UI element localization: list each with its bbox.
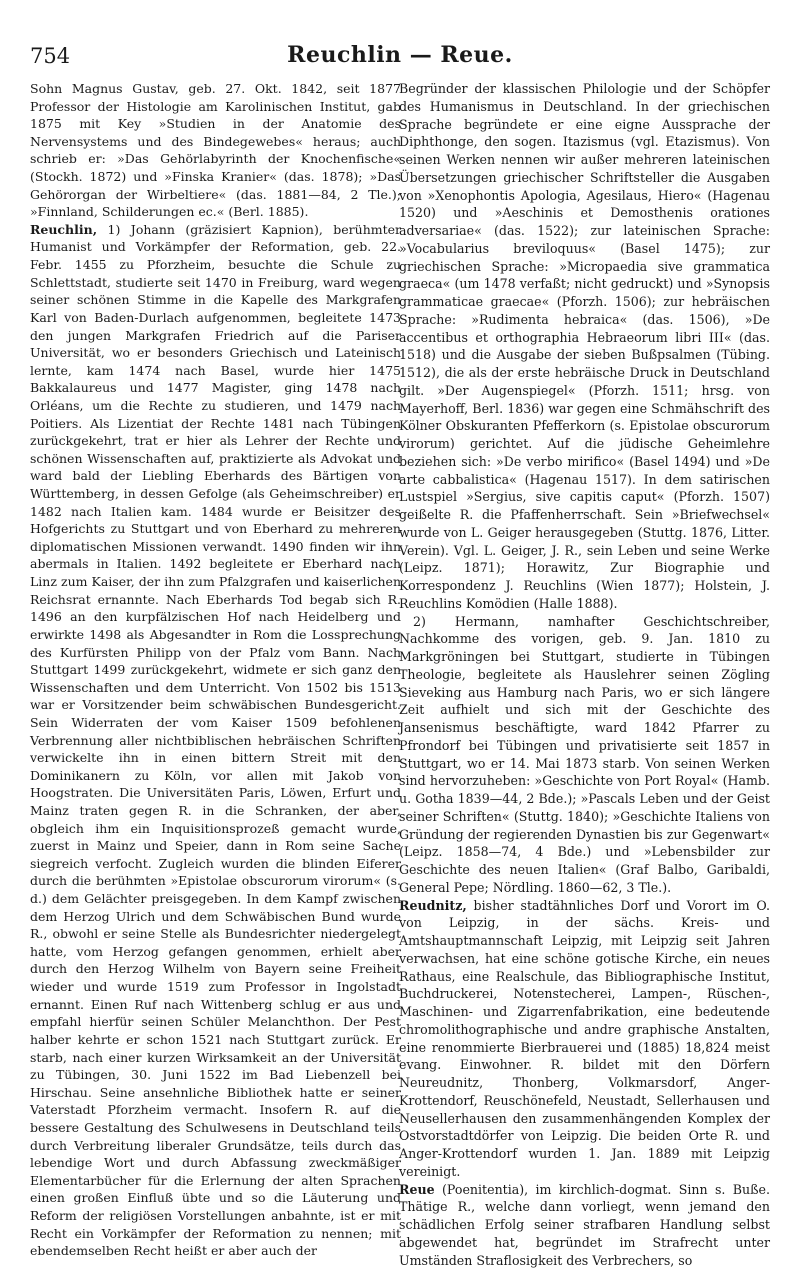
entry-paragraph bbox=[399, 897, 770, 1181]
entry-paragraph bbox=[30, 221, 401, 1260]
entry-text: bisher stadtähnliches Dorf und Vorort im O. von Leipzig, in der sächs. Kreis- und Amtshauptmannschaft Leipzig, mit Leipzig seit Jahren verwachsen, hat eine schöne gotische Kirche, ein neues Rathaus, eine Realschule, das Bibliographische Institut, Buchdruckerei, Notenstecherei, Lampen-, Rüschen-, Maschinen- und Zigarrenfabrikation, eine bedeutende chromolithographische und andre graphische Anstalten, eine renommierte Bierbrauerei und (1885) 18,824 meist evang. Einwohner. R. bildet mit den Dörfern Neureudnitz, Thonberg, Volkmarsdorf, Anger-Krottendorf, Reuschönefeld, Neustadt, Sellerhausen und Neusellerhausen den zusammenhängenden Komplex der Ostvorstadtdörfer von Leipzig. Die beiden Orte R. und Anger-Krottendorf wurden 1. Jan. 1889 mit Leipzig vereinigt. bbox=[399, 897, 770, 1179]
entry-paragraph bbox=[399, 80, 770, 613]
page-header bbox=[30, 42, 770, 76]
entry-headword: Reuchlin, bbox=[30, 221, 98, 237]
right-column bbox=[399, 80, 770, 1269]
page-number: 754 bbox=[30, 44, 71, 68]
running-head: Reuchlin — Reue. bbox=[287, 42, 513, 68]
entry-text: Begründer der klassischen Philologie und der Schöpfer des Humanismus in Deutschland. In der griechischen Sprache begründete er eine eigne Aussprache der Diphthonge, den sogen. Itazismus (vgl. Etazismus). Von seinen Werken nennen wir außer mehreren lateinischen Übersetzungen griechischer Schriftsteller die Ausgaben von »Xenophontis Apologia, Agesilaus, Hiero« (Hagenau 1520) und »Aeschinis et Demosthenis orationes adversariae« (das. 1522); zur lateinischen Sprache: »Vocabularius breviloquus« (Basel 1475); zur griechischen Sprache: »Micropaedia sive grammatica graeca« (um 1478 verfaßt; nicht gedruckt) und »Synopsis grammaticae graecae« (Pforzh. 1506); zur hebräischen Sprache: »Rudimenta hebraica« (das. 1506), »De accentibus et orthographia Hebraeorum libri III« (das. 1518) und die Ausgabe der sieben Bußpsalmen (Tübing. 1512), die als der erste hebräische Druck in Deutschland gilt. »Der Augenspiegel« (Pforzh. 1511; hrsg. von Mayerhoff, Berl. 1836) war gegen eine Schmähschrift des Kölner Obskuranten Pfefferkorn (s. Epistolae obscurorum virorum) gerichtet. Auf die jüdische Geheimlehre beziehen sich: »De verbo mirifico« (Basel 1494) und »De arte cabbalistica« (Hagenau 1517). In dem satirischen Lustspiel »Sergius, sive capitis caput« (Pforzh. 1507) geißelte R. die Pfaffenherrschaft. Sein »Briefwechsel« wurde von L. Geiger herausgegeben (Stuttg. 1876, Litter. Verein). Vgl. L. Geiger, J. R., sein Leben und seine Werke (Leipz. 1871); Horawitz, Zur Biographie und Korrespondenz J. Reuchlins (Wien 1877); Holstein, J. Reuchlins Komödien (Halle 1888). bbox=[399, 81, 770, 611]
entry-text: 2) Hermann, namhafter Geschichtschreiber, Nachkomme des vorigen, geb. 9. Jan. 1810 zu Markgröningen bei Stuttgart, studierte in Tübingen Theologie, begleitete als Hauslehrer seinen Zögling Sieveking aus Hamburg nach Paris, wo er sich längere Zeit aufhielt und sich mit der Geschichte des Jansenismus beschäftigte, ward 1842 Pfarrer zu Pfrondorf bei Tübingen und privatisierte seit 1857 in Stuttgart, wo er 14. Mai 1873 starb. Von seinen Werken sind hervorzuheben: »Geschichte von Port Royal« (Hamb. u. Gotha 1839—44, 2 Bde.); »Pascals Leben und der Geist seiner Schriften« (Stuttg. 1840); »Geschichte Italiens von Gründung der regierenden Dynastien bis zur Gegenwart« (Leipz. 1858—74, 4 Bde.) und »Lebensbilder zur Geschichte des neuen Italien« (Graf Balbo, Garibaldi, General Pepe; Nördling. 1860—62, 3 Tle.). bbox=[399, 613, 770, 895]
entry-headword: Reue bbox=[399, 1181, 435, 1197]
entry-headword: Reudnitz, bbox=[399, 897, 467, 913]
entry-paragraph bbox=[399, 613, 770, 897]
entry-text: Sohn Magnus Gustav, geb. 27. Okt. 1842, seit 1877 Professor der Histologie am Karolinischen Institut, gab 1875 mit Key »Studien in der Anatomie des Nervensystems und des Bindegewebes« heraus; auch schrieb er: »Das Gehörlabyrinth der Knochenfische« (Stockh. 1872) und »Finska Kranier« (das. 1878); »Das Gehörorgan der Wirbeltiere« (das. 1881—84, 2 Tle.); »Finnland, Schilderungen ec.« (Berl. 1885). bbox=[30, 81, 401, 220]
entry-text: 1) Johann (gräzisiert Kapnion), berühmter Humanist und Vorkämpfer der Reformation, geb. 22. Febr. 1455 zu Pforzheim, besuchte die Schule zu Schlettstadt, studierte seit 1470 in Freiburg, ward wegen seiner schönen Stimme in die Kapelle des Markgrafen Karl von Baden-Durlach aufgenommen, begleitete 1473 den jungen Markgrafen Friedrich auf die Pariser Universität, wo er besonders Griechisch und Lateinisch lernte, kam 1474 nach Basel, wurde hier 1475 Bakkalaureus und 1477 Magister, ging 1478 nach Orléans, um die Rechte zu studieren, und 1479 nach Poitiers. Als Lizentiat der Rechte 1481 nach Tübingen zurückgekehrt, trat er hier als Lehrer der Rechte und schönen Wissenschaften auf, praktizierte als Advokat und ward bald der Liebling Eberhards des Bärtigen von Württemberg, in dessen Gefolge (als Geheimschreiber) er 1482 nach Italien kam. 1484 wurde er Beisitzer des Hofgerichts zu Stuttgart und von Eberhard zu mehreren diplomatischen Missionen verwandt. 1490 finden wir ihn abermals in Italien. 1492 begleitete er Eberhard nach Linz zum Kaiser, der ihn zum Pfalzgrafen und kaiserlichen Reichsrat ernannte. Nach Eberhards Tod begab sich R. 1496 an den kurpfälzischen Hof nach Heidelberg und erwirkte 1498 als Abgesandter in Rom die Lossprechung des Kurfürsten Philipp von der Pfalz vom Bann. Nach Stuttgart 1499 zurückgekehrt, widmete er sich ganz den Wissenschaften und dem Unterricht. Von 1502 bis 1513 war er Vorsitzender beim schwäbischen Bundesgericht. Sein Widerraten der vom Kaiser 1509 befohlenen Verbrennung aller nichtbiblischen hebräischen Schriften verwickelte ihn in einen bittern Streit mit den Dominikanern zu Köln, vor allen mit Jakob von Hoogstraten. Die Universitäten Paris, Löwen, Erfurt und Mainz traten gegen R. in die Schranken, der aber, obgleich ihm ein Inquisitionsprozeß gemacht wurde, zuerst in Mainz und Speier, dann in Rom seine Sache siegreich verfocht. Zugleich wurden die blinden Eiferer durch die berühmten »Epistolae obscurorum virorum« (s. d.) dem Gelächter preisgegeben. In dem Kampf zwischen dem Herzog Ulrich und dem Schwäbischen Bund wurde R., obwohl er seine Stelle als Bundesrichter niedergelegt hatte, vom Herzog gefangen genommen, erhielt aber durch den Herzog Wilhelm von Bayern seine Freiheit wieder und wurde 1519 zum Professor in Ingolstadt ernannt. Einen Ruf nach Wittenberg schlug er aus und empfahl hierfür seinen Schüler Melanchthon. Der Pest halber kehrte er schon 1521 nach Stuttgart zurück. Er starb, nach einer kurzen Wirksamkeit an der Universität zu Tübingen, 30. Juni 1522 im Bad Liebenzell bei Hirschau. Seine ansehnliche Bibliothek hatte er seiner Vaterstadt Pforzheim vermacht. Insofern R. auf die bessere Gestaltung des Schulwesens in Deutschland teils durch Verbreitung liberaler Grundsätze, teils durch das lebendige Wort und durch Abfassung zweckmäßiger Elementarbücher für die Erlernung der alten Sprachen einen großen Einfluß übte und so die Läuterung und Reform der religiösen Vorstellungen anbahnte, ist er mit Recht ein Vorkämpfer der Reformation zu nennen; mit ebendemselben Recht heißt er aber auch der bbox=[30, 221, 401, 1259]
left-column bbox=[30, 80, 401, 1260]
entry-text: (Poenitentia), im kirchlich-dogmat. Sinn s. Buße. Thätige R., welche dann vorliegt, wenn jemand den schädlichen Erfolg seiner strafbaren Handlung selbst abgewendet hat, begründet im Strafrecht unter Umständen Straflosigkeit des Verbrechers, so bbox=[399, 1181, 770, 1268]
entry-paragraph bbox=[399, 1181, 770, 1270]
entry-paragraph bbox=[30, 80, 401, 221]
